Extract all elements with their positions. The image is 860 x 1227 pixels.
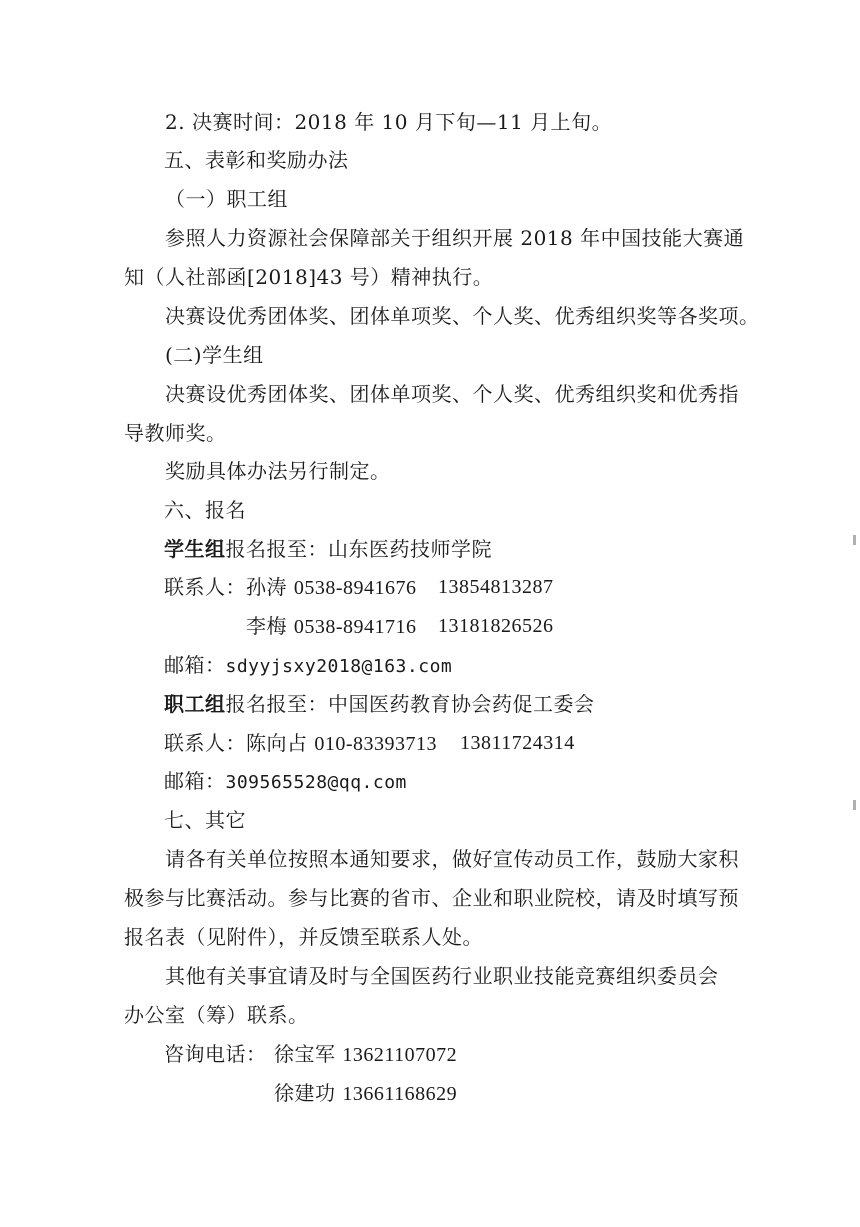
staff-email: 309565528@qq.com [225, 772, 407, 793]
final-time-line: 2. 决赛时间：2018 年 10 月下旬—11 月上旬。 [165, 110, 613, 134]
staff-contact-phone: 010-83393713 [314, 733, 438, 755]
student-group-label: 学生组 [164, 537, 226, 561]
staff-contact-line [164, 729, 437, 758]
scan-edge-mark [853, 800, 856, 810]
other-paragraph1-line1: 请各有关单位按照本通知要求，做好宣传动员工作，鼓励大家积 [165, 847, 739, 871]
staff-group-paragraph-line1: 参照人力资源社会保障部关于组织开展 2018 年中国技能大赛通 [165, 226, 745, 250]
consult-label: 咨询电话： [164, 1042, 267, 1066]
section5-title: 五、表彰和奖励办法 [164, 148, 349, 172]
staff-contact-label: 联系人： [164, 731, 246, 755]
student-email-line [164, 651, 452, 681]
student-registration-text: 报名报至：山东医药技师学院 [225, 537, 492, 561]
consult-line1 [274, 1040, 457, 1069]
student-group-title: (二)学生组 [165, 343, 264, 367]
staff-group-title: （一）职工组 [165, 187, 288, 211]
consult1-name: 徐宝军 [274, 1042, 336, 1066]
student-contact1-phone: 0538-8941676 [293, 577, 417, 599]
staff-group-label: 职工组 [164, 692, 226, 716]
section7-title: 七、其它 [164, 808, 246, 832]
other-paragraph2-line2: 办公室（筹）联系。 [124, 1003, 309, 1027]
section6-title: 六、报名 [164, 498, 246, 522]
student-email-label: 邮箱： [164, 653, 226, 677]
staff-registration-line [164, 690, 595, 718]
consult-line2 [274, 1079, 457, 1108]
other-paragraph1-line2: 极参与比赛活动。参与比赛的省市、企业和职业院校，请及时填写预 [124, 886, 739, 910]
consult2-name: 徐建功 [274, 1081, 336, 1105]
student-contact2-name: 李梅 [246, 614, 287, 638]
student-email: sdyyjsxy2018@163.com [225, 656, 453, 677]
student-contact1-mobile: 13854813287 [438, 576, 554, 598]
staff-group-awards-line: 决赛设优秀团体奖、团体单项奖、个人奖、优秀组织奖等各奖项。 [165, 304, 760, 328]
consult1-phone: 13621107072 [342, 1044, 458, 1066]
staff-email-label: 邮箱： [164, 769, 226, 793]
scan-edge-mark [853, 535, 856, 545]
staff-registration-text: 报名报至：中国医药教育协会药促工委会 [225, 692, 595, 716]
student-contact2-mobile: 13181826526 [438, 615, 554, 637]
staff-email-line [164, 767, 407, 797]
student-contact1-name: 孙涛 [246, 575, 287, 599]
student-contact-line2 [246, 612, 417, 641]
staff-contact-name: 陈向占 [246, 731, 308, 755]
consult2-phone: 13661168629 [342, 1083, 458, 1105]
student-contact-line1 [164, 573, 417, 602]
other-paragraph2-line1: 其他有关事宜请及时与全国医药行业职业技能竞赛组织委员会 [165, 964, 719, 988]
student-group-paragraph-line1: 决赛设优秀团体奖、团体单项奖、个人奖、优秀组织奖和优秀指 [165, 382, 739, 406]
student-contact2-phone: 0538-8941716 [293, 616, 417, 638]
student-registration-line [164, 535, 492, 563]
other-paragraph1-line3: 报名表（见附件），并反馈至联系人处。 [124, 925, 483, 949]
reward-details-line: 奖励具体办法另行制定。 [165, 459, 391, 483]
staff-group-paragraph-line2: 知（人社部函[2018]43 号）精神执行。 [124, 265, 494, 289]
staff-contact-mobile: 13811724314 [460, 732, 575, 754]
student-contact-label: 联系人： [164, 575, 246, 599]
student-group-paragraph-line2: 导教师奖。 [124, 421, 227, 445]
